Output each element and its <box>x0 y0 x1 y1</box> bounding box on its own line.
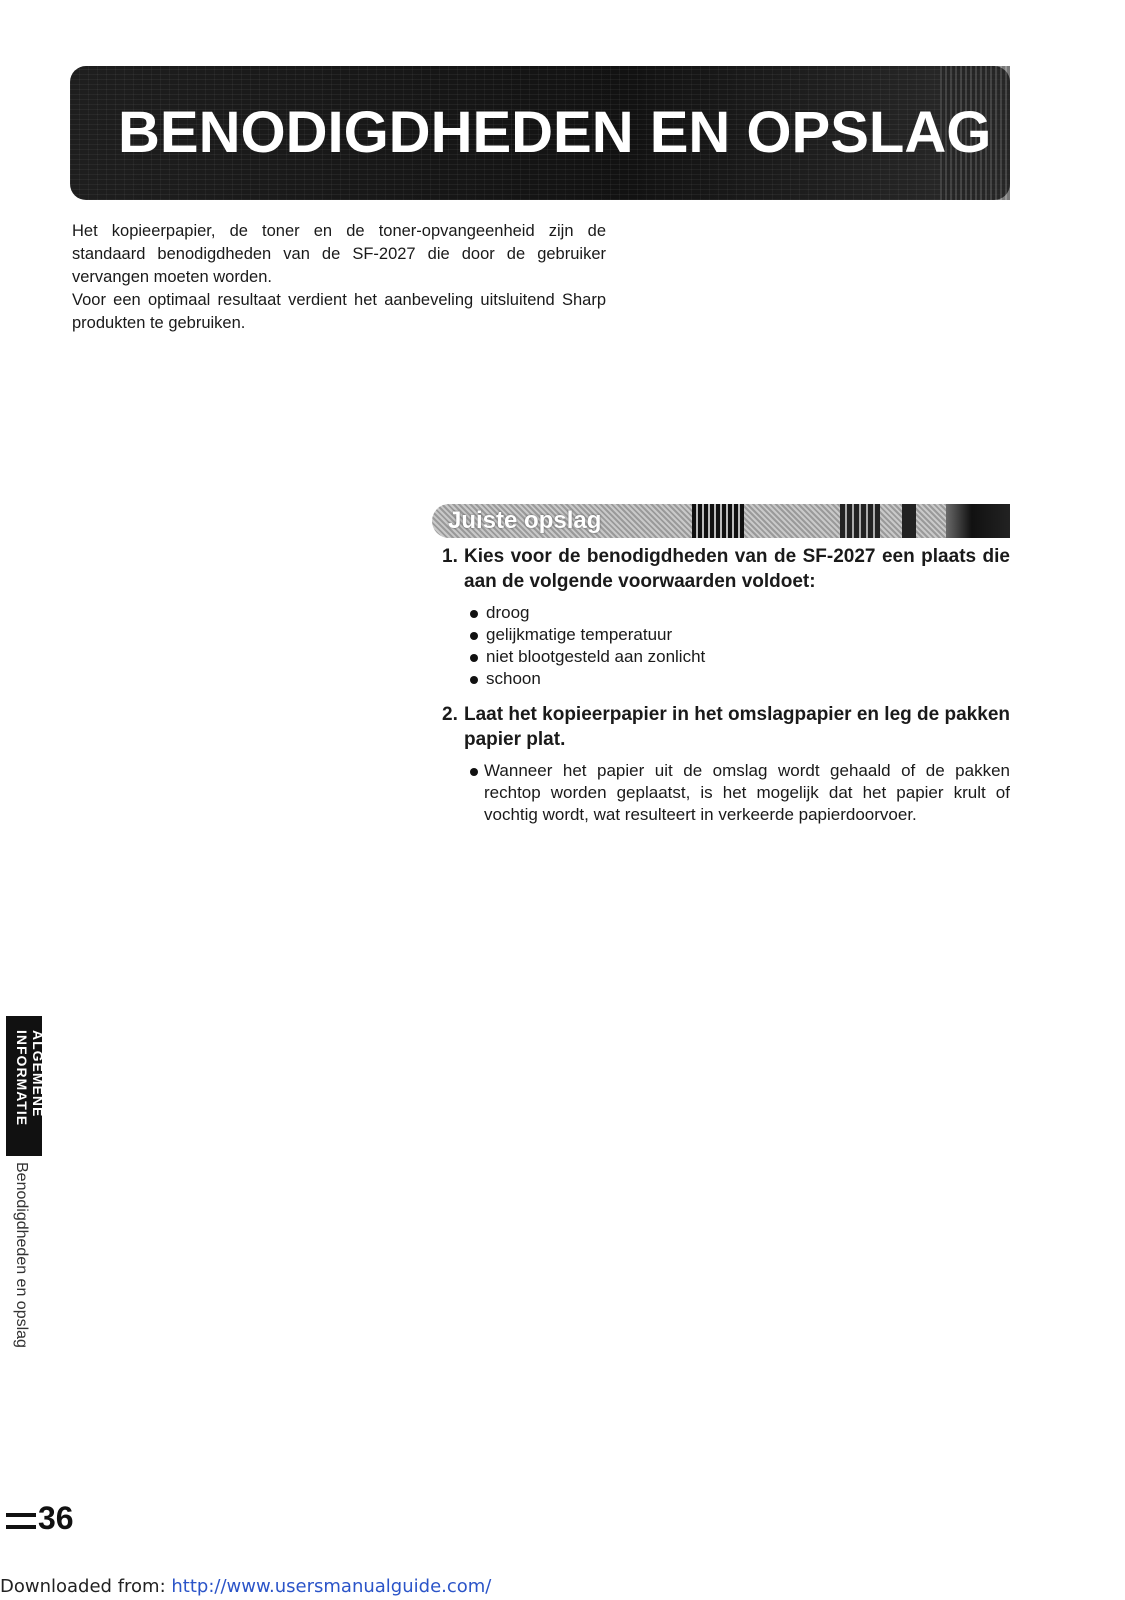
title-banner <box>70 66 1010 200</box>
intro-text <box>72 220 606 335</box>
step-2-note: Wanneer het papier uit de omslag wordt gehaald of de pakken rechtop worden geplaatst, is het mogelijk dat het papier krult of vochtig wordt, wat resulteert in verkeerde papierdoorvoer. <box>470 760 1010 826</box>
section-header <box>432 504 1010 538</box>
step-text: Laat het kopieerpapier in het omslagpapier en leg de pakken papier plat. <box>464 704 1010 750</box>
intro-paragraph-2: Voor een optimaal resultaat verdient het aanbeveling uitsluitend Sharp produkten te gebruiken. <box>72 291 606 332</box>
download-footer <box>0 1576 491 1597</box>
step-1 <box>442 544 1010 594</box>
step-number: 2. <box>442 704 458 725</box>
step-2 <box>442 702 1010 752</box>
side-tab <box>6 1016 46 1156</box>
page-marker-icon <box>6 1513 36 1529</box>
condition-list <box>470 602 705 690</box>
section-title: Juiste opslag <box>448 507 602 534</box>
side-section-label: Benodigdheden en opslag <box>13 1162 30 1348</box>
list-item: droog <box>470 602 705 624</box>
page-number <box>6 1500 74 1537</box>
list-item: schoon <box>470 668 705 690</box>
footer-link[interactable]: http://www.usersmanualguide.com/ <box>171 1576 492 1597</box>
step-number: 1. <box>442 546 458 567</box>
footer-prefix: Downloaded from: <box>0 1576 172 1597</box>
intro-paragraph-1: Het kopieerpapier, de toner en de toner-opvangeenheid zijn de standaard benodigdheden van de SF-2027 die door de gebruiker vervangen moeten worden. <box>72 222 606 286</box>
list-item: niet blootgesteld aan zonlicht <box>470 646 705 668</box>
step-text: Kies voor de benodigdheden van de SF-2027 een plaats die aan de volgende voorwaarden voldoet: <box>464 546 1010 592</box>
page-number-text: 36 <box>38 1500 74 1536</box>
side-tab-label: ALGEMENE INFORMATIE <box>14 1030 46 1127</box>
page-title: BENODIGDHEDEN EN OPSLAG <box>118 100 992 165</box>
list-item: gelijkmatige temperatuur <box>470 624 705 646</box>
